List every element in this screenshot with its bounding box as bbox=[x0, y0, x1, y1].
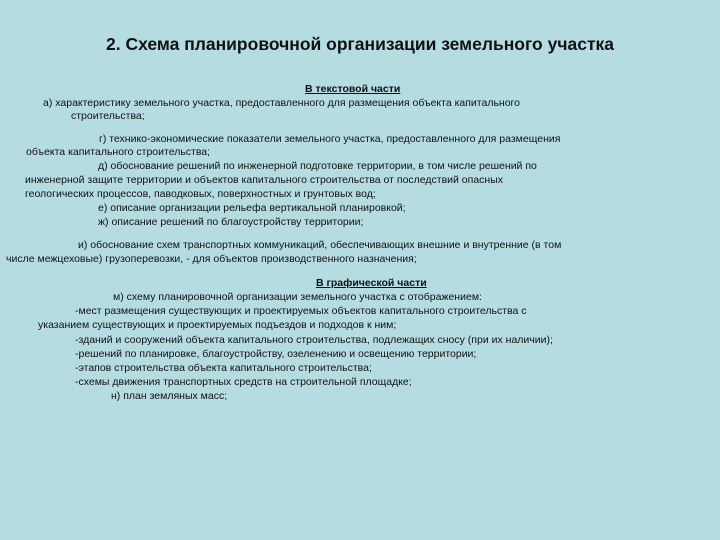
text-item-e: е) описание организации рельефа вертикальной планировкой; bbox=[98, 202, 406, 214]
graphic-item-stages: -этапов строительства объекта капитального строительства; bbox=[75, 362, 372, 374]
text-item-a-line1: а) характеристику земельного участка, предоставленного для размещения объекта капитального bbox=[43, 97, 520, 109]
text-item-g-line2: объекта капитального строительства; bbox=[26, 146, 211, 158]
text-item-i-line1: и) обоснование схем транспортных коммуникаций, обеспечивающих внешние и внутренние (в том bbox=[78, 239, 562, 251]
text-item-d-line2: инженерной защите территории и объектов капитального строительства от последствий опасных bbox=[25, 174, 504, 186]
text-item-g-line1: г) технико-экономические показатели земельного участка, предоставленного для размещения bbox=[99, 133, 561, 145]
text-item-i-line2: числе межцеховые) грузоперевозки, - для объектов производственного назначения; bbox=[6, 253, 417, 265]
graphic-item-m: м) схему планировочной организации земельного участка с отображением: bbox=[113, 291, 482, 303]
graphic-item-buildings: -зданий и сооружений объекта капитального строительства, подлежащих сносу (при их наличии); bbox=[75, 334, 553, 346]
graphic-item-traffic: -схемы движения транспортных средств на строительной площадке; bbox=[75, 376, 412, 388]
page-title: 2. Схема планировочной организации земельного участка bbox=[105, 34, 615, 54]
graphic-item-n: н) план земляных масс; bbox=[111, 390, 228, 402]
text-item-zh: ж) описание решений по благоустройству территории; bbox=[98, 216, 364, 228]
graphic-item-places-line1: -мест размещения существующих и проектируемых объектов капитального строительства с bbox=[75, 305, 527, 317]
text-part-heading: В текстовой части bbox=[305, 83, 401, 95]
text-item-d-line3: геологических процессов, паводковых, поверхностных и грунтовых вод; bbox=[25, 188, 376, 200]
text-item-a-line2: строительства; bbox=[71, 110, 145, 122]
text-item-d-line1: д) обоснование решений по инженерной подготовке территории, в том числе решений по bbox=[98, 160, 537, 172]
graphic-part-heading: В графической части bbox=[316, 277, 427, 289]
graphic-item-places-line2: указанием существующих и проектируемых подъездов и подходов к ним; bbox=[38, 319, 397, 331]
graphic-item-planning: -решений по планировке, благоустройству, озеленению и освещению территории; bbox=[75, 348, 477, 360]
